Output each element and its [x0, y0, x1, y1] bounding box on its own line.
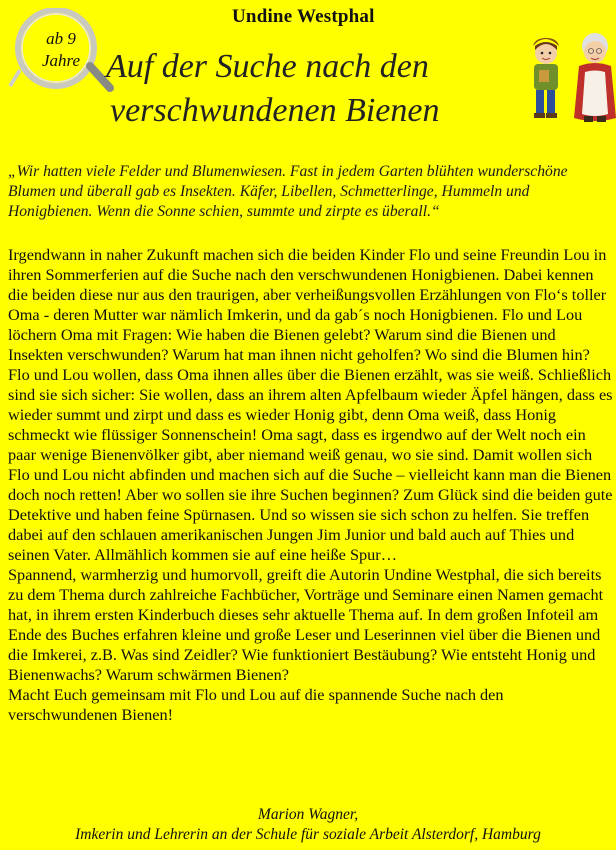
age-line-2: Jahre	[41, 51, 81, 70]
description-text	[8, 245, 614, 725]
author-name: Undine Westphal	[232, 6, 375, 27]
age-line-1: ab 9	[46, 29, 76, 48]
description-paragraph-3: Macht Euch gemeinsam mit Flo und Lou auf die spannende Suche nach den verschwundenen Bienen!	[8, 685, 504, 724]
children-illustration	[525, 28, 616, 128]
description-paragraph-2: Spannend, warmherzig und humorvoll, greift die Autorin Undine Westphal, die sich bereits zu dem Thema durch zahlreiche Fachbücher, Vorträge und Seminare einen Namen gemacht hat, in ihrem ersten Kinderbuch dieses sehr aktuelle Thema auf. In dem großen Infoteil am Ende des Buches erfahren kleine und große Leser und Leserinnen viel über die Bienen und die Imkerei, z.B. Was sind Zeidler? Wie funktioniert Bestäubung? Wie entsteht Honig und Bienenwachs? Warum schwärmen Bienen?	[8, 565, 604, 684]
description-paragraph-1: Irgendwann in naher Zukunft machen sich die beiden Kinder Flo und seine Freundin Lou in ihren Sommerferien auf die Suche nach den verschwundenen Honigbienen. Dabei kennen die beiden diese nur aus den traurigen, aber verheißungsvollen Erzählungen von Flo‘s toller Oma - deren Mutter war nämlich Imkerin, und da gab´s noch Honigbienen. Flo und Lou löchern Oma mit Fragen: Wie haben die Bienen gelebt? Warum sind die Bienen und Insekten verschwunden? Warum hat man ihnen nicht geholfen? Wo sind die Blumen hin? Flo und Lou wollen, dass Oma ihnen alles über die Bienen erzählt, was sie weiß. Schließlich sind sie sich sicher: Sie wollen, dass an ihrem alten Apfelbaum wieder Äpfel hängen, dass es wieder summt und zirpt und dass es wieder Honig gibt, denn Oma weiß, dass Honig schmeckt wie flüssiger Sonnenschein! Oma sagt, dass es irgendwo auf der Welt noch ein paar wenige Bienenvölker gibt, aber niemand weiß genau, wo sie sind. Damit wollen sich Flo und Lou nicht abfinden und machen sich auf die Suche – vielleicht kann man die Bienen doch noch retten! Aber wo sollen sie ihre Suchen beginnen? Zum Glück sind die beiden gute Detektive und haben feine Spürnasen. Und so wissen sie sich schon zu helfen. Sie treffen dabei auf den schlauen amerikanischen Jungen Jim Junior und bald auch auf Thies und seinen Vater. Allmählich kommen sie auf eine heiße Spur…	[8, 245, 613, 564]
signature-role: Imkerin und Lehrerin an der Schule für soziale Arbeit Alsterdorf, Hamburg	[75, 826, 541, 843]
age-label	[32, 28, 90, 72]
signature-name: Marion Wagner,	[257, 806, 359, 823]
signature	[0, 805, 616, 845]
book-title	[106, 45, 526, 133]
boy-figure-icon	[533, 38, 559, 118]
age-badge	[6, 8, 102, 88]
title-line-2: verschwundenen Bienen	[110, 92, 440, 129]
intro-quote: „Wir hatten viele Felder und Blumenwiesen. Fast in jedem Garten blühten wunderschöne Blumen und überall gab es Insekten. Käfer, Libellen, Schmetterlinge, Hummeln und Honigbienen. Wenn die Sonne schien, summte und zirpte es überall.“	[8, 163, 568, 220]
grandma-figure-icon	[574, 33, 616, 122]
title-line-1: Auf der Suche nach den	[106, 48, 429, 85]
